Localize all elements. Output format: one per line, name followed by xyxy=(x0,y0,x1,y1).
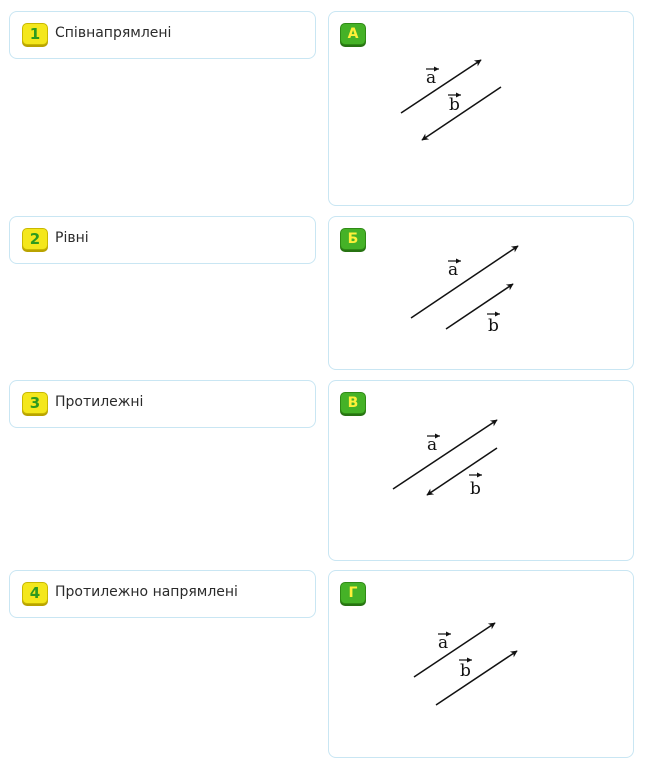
item-label: Рівні xyxy=(55,230,89,246)
match-option-a[interactable] xyxy=(328,11,634,206)
match-option-b[interactable] xyxy=(328,216,634,370)
vector-diagram-b xyxy=(329,217,635,371)
vector-a-line xyxy=(393,420,497,489)
vector-a-line xyxy=(414,623,495,677)
item-label: Протилежні xyxy=(55,394,144,410)
vector-a-label: a xyxy=(427,435,438,455)
vector-a-label: a xyxy=(448,260,459,280)
vector-a-label: a xyxy=(438,633,449,653)
vector-b-label: b xyxy=(460,661,471,681)
vector-diagram-a xyxy=(329,12,635,207)
vector-b-line xyxy=(446,284,513,329)
vector-diagram-g xyxy=(329,571,635,759)
match-item-3[interactable] xyxy=(9,380,316,428)
match-option-g[interactable] xyxy=(328,570,634,758)
item-number-badge: 3 xyxy=(22,392,48,414)
vector-diagram-v xyxy=(329,381,635,562)
match-item-4[interactable] xyxy=(9,570,316,618)
option-letter-badge: А xyxy=(340,23,366,45)
option-letter-badge: Б xyxy=(340,228,366,250)
item-label: Співнапрямлені xyxy=(55,25,172,41)
vector-b-line xyxy=(422,87,501,140)
vector-b-label: b xyxy=(449,95,460,115)
item-number-badge: 1 xyxy=(22,23,48,45)
match-option-v[interactable] xyxy=(328,380,634,561)
vector-b-label: b xyxy=(488,316,499,336)
match-item-1[interactable] xyxy=(9,11,316,59)
item-label: Протилежно напрямлені xyxy=(55,584,238,600)
item-number-badge: 2 xyxy=(22,228,48,250)
option-letter-badge: В xyxy=(340,392,366,414)
vector-b-line xyxy=(427,448,497,495)
vector-b-line xyxy=(436,651,517,705)
item-number-badge: 4 xyxy=(22,582,48,604)
option-letter-badge: Г xyxy=(340,582,366,604)
vector-a-line xyxy=(401,60,481,113)
match-item-2[interactable] xyxy=(9,216,316,264)
vector-a-line xyxy=(411,246,518,318)
vector-b-label: b xyxy=(470,479,481,499)
vector-a-label: a xyxy=(426,68,437,88)
